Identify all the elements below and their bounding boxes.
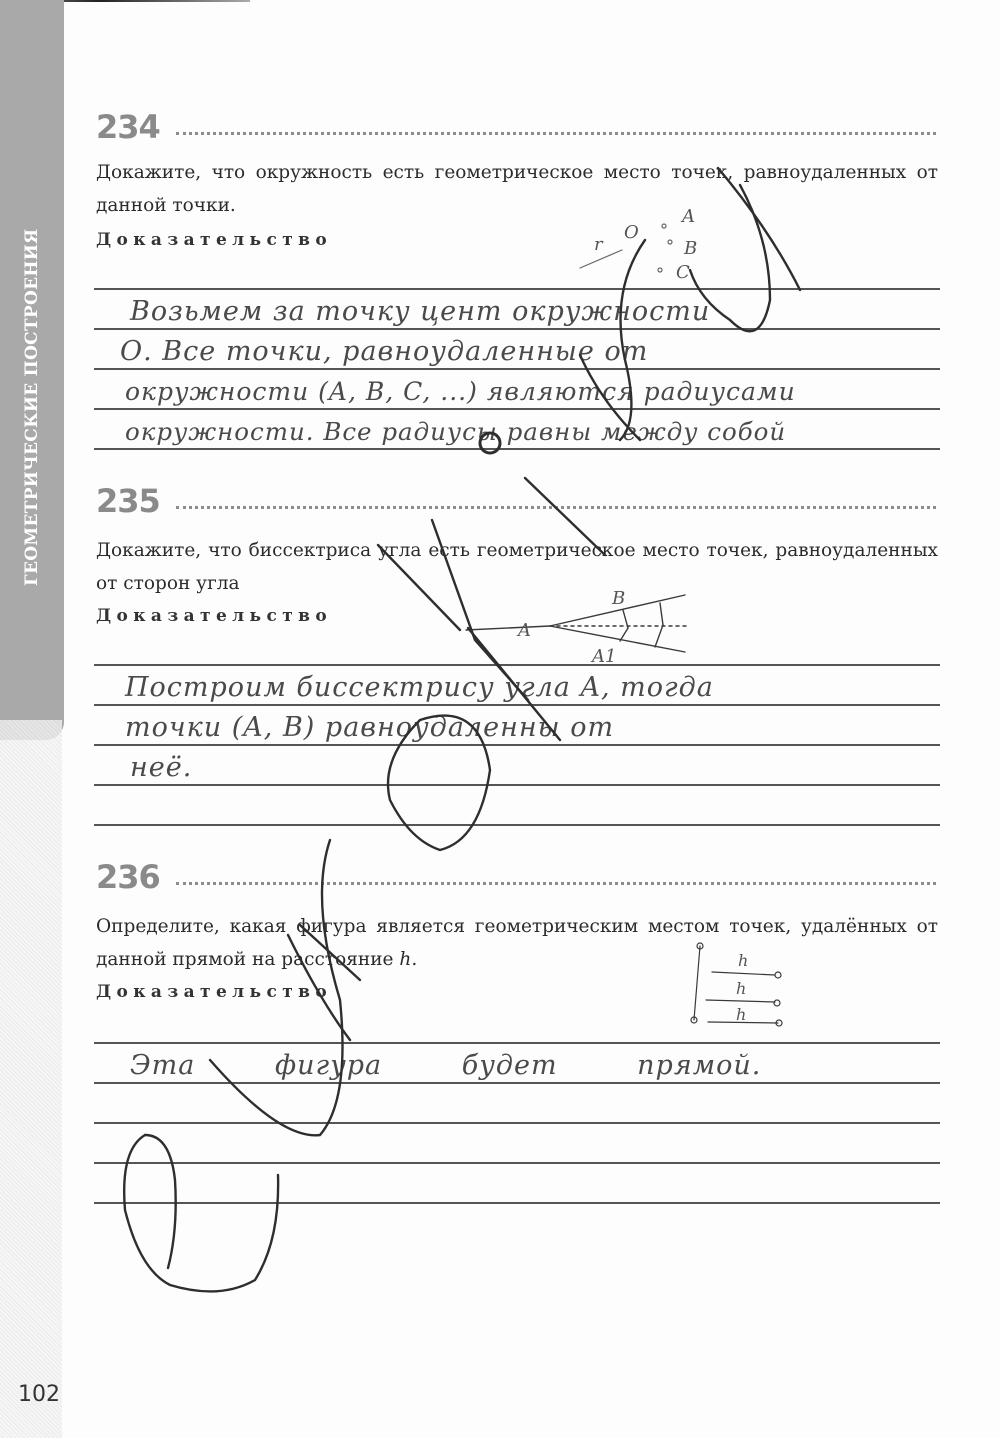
answer-line bbox=[94, 288, 940, 290]
svg-text:A1: A1 bbox=[592, 646, 617, 667]
side-margin-texture bbox=[0, 720, 62, 1438]
answer-line bbox=[94, 1122, 940, 1124]
svg-text:h: h bbox=[738, 951, 749, 970]
task-235-question: Докажите, что биссектриса угла есть геометрическое место точек, равноудаленных от сторон угла bbox=[96, 540, 938, 594]
answer-line bbox=[94, 448, 940, 450]
section-title: ГЕОМЕТРИЧЕСКИЕ ПОСТРОЕНИЯ bbox=[22, 228, 42, 586]
answer-line bbox=[94, 744, 940, 746]
answer-line bbox=[94, 664, 940, 666]
answer-line bbox=[94, 824, 940, 826]
answer-line bbox=[94, 784, 940, 786]
circle-sketch-icon bbox=[580, 224, 672, 272]
svg-text:B: B bbox=[612, 588, 626, 609]
question-text: Определите, какая фигура является геометрическим местом точек, удалённых от данной прямой на расстояние bbox=[96, 916, 938, 970]
question-punct: . bbox=[411, 949, 418, 970]
variable-h: h bbox=[399, 949, 412, 970]
handwritten-answer-line: Эта фигура будет прямой. bbox=[130, 1050, 762, 1081]
task-leader-dots bbox=[176, 506, 936, 509]
proof-label: Доказательство bbox=[96, 606, 333, 626]
svg-text:B: B bbox=[684, 238, 698, 259]
angle-bisector-sketch-icon bbox=[466, 595, 690, 652]
task-number-234: 234 bbox=[96, 108, 160, 146]
task-number-235: 235 bbox=[96, 482, 160, 520]
answer-line bbox=[94, 368, 940, 370]
handwritten-answer-line: окружности. Все радиусы равны между собой bbox=[125, 417, 787, 446]
proof-label: Доказательство bbox=[96, 230, 333, 250]
answer-line bbox=[94, 1202, 940, 1204]
answer-line bbox=[94, 1042, 940, 1044]
answer-line bbox=[94, 408, 940, 410]
page-number: 102 bbox=[18, 1382, 60, 1407]
svg-text:h: h bbox=[736, 1005, 747, 1024]
handwritten-answer-line: Построим биссектрису угла A, тогда bbox=[125, 672, 714, 703]
handwritten-answer-line: окружности (A, B, C, ...) являются радиусами bbox=[125, 377, 796, 406]
answer-line bbox=[94, 704, 940, 706]
answer-line bbox=[94, 328, 940, 330]
task-236-question bbox=[96, 910, 938, 976]
proof-label: Доказательство bbox=[96, 982, 333, 1002]
task-234-question: Докажите, что окружность есть геометрическое место точек, равноудаленных от данной точки. bbox=[96, 162, 938, 216]
svg-text:r: r bbox=[594, 234, 603, 255]
answer-line bbox=[94, 1082, 940, 1084]
svg-text:A: A bbox=[682, 206, 695, 227]
handwritten-answer-line: неё. bbox=[130, 752, 193, 783]
answer-line bbox=[94, 1162, 940, 1164]
task-number-236: 236 bbox=[96, 858, 160, 896]
handwritten-answer-line: точки (A, B) равноудаленны от bbox=[125, 712, 615, 743]
handwritten-answer-line: Возьмем за точку цент окружности bbox=[130, 296, 711, 327]
task-leader-dots bbox=[176, 882, 936, 885]
svg-text:O: O bbox=[624, 222, 639, 243]
handwritten-answer-line: О. Все точки, равноудаленные от bbox=[120, 336, 649, 367]
svg-text:h: h bbox=[736, 979, 747, 998]
task-leader-dots bbox=[176, 132, 936, 135]
svg-text:C: C bbox=[676, 262, 690, 283]
svg-text:A: A bbox=[518, 620, 531, 641]
